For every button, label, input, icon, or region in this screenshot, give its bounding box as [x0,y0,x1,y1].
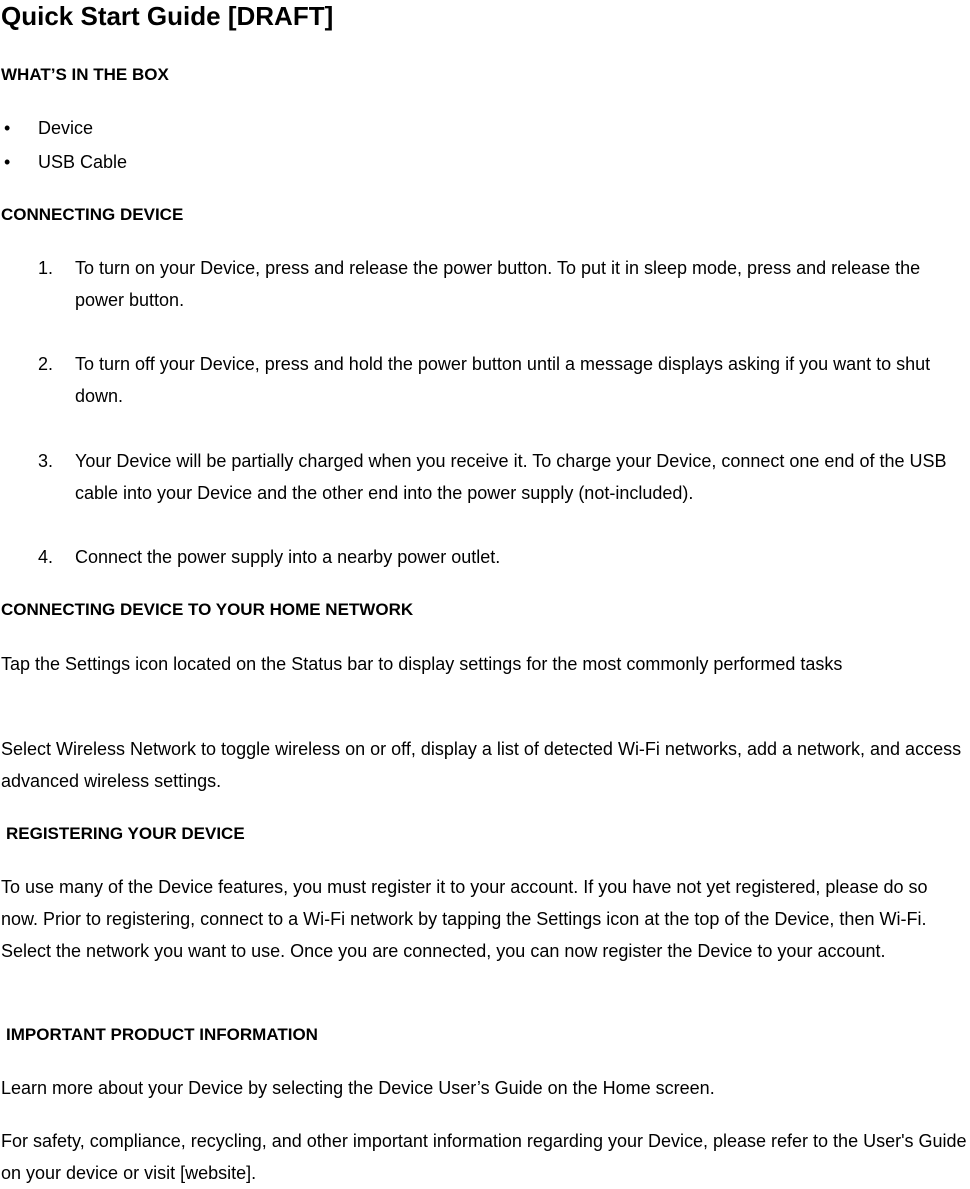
bullet-icon: • [4,118,11,138]
section-heading-registering: REGISTERING YOUR DEVICE [6,824,245,843]
page-title: Quick Start Guide [DRAFT] [1,1,334,31]
bullet-icon: • [4,152,11,172]
paragraph: Tap the Settings icon located on the Status bar to display settings for the most commonly performed tasks [1,654,843,674]
step-number: 1. [38,258,54,278]
step-text: Connect the power supply into a nearby power outlet. [75,547,501,567]
step-number: 3. [38,451,54,471]
paragraph: Learn more about your Device by selecting the Device User’s Guide on the Home screen. [1,1078,715,1098]
step-number: 4. [38,547,54,567]
section-heading-connecting: CONNECTING DEVICE [1,205,184,224]
section-heading-important: IMPORTANT PRODUCT INFORMATION [6,1025,318,1044]
box-item-label: Device [38,118,94,138]
step-text: To turn off your Device, press and hold the power button until a message displays asking if you want to shut down. [75,354,931,406]
step-text: To turn on your Device, press and release the power button. To put it in sleep mode, press and release the power button. [75,258,921,310]
paragraph: For safety, compliance, recycling, and other important information regarding your Device, please refer to the User's Guide on your device or visit [website]. [1,1131,967,1183]
box-item-label: USB Cable [38,152,128,172]
section-heading-box: WHAT’S IN THE BOX [1,65,169,84]
paragraph: Select Wireless Network to toggle wireless on or off, display a list of detected Wi-Fi networks, add a network, and access advanced wireless settings. [1,739,962,791]
step-number: 2. [38,354,54,374]
step-text: Your Device will be partially charged when you receive it. To charge your Device, connect one end of the USB cable into your Device and the other end into the power supply (not-included). [75,451,947,503]
paragraph: To use many of the Device features, you must register it to your account. If you have not yet registered, please do so now. Prior to registering, connect to a Wi-Fi network by tapping the Settings icon at the top of the Device, then Wi-Fi. Select the network you want to use. Once you are connected, you can now register the Device to your account. [1,877,928,961]
section-heading-network: CONNECTING DEVICE TO YOUR HOME NETWORK [1,600,414,619]
